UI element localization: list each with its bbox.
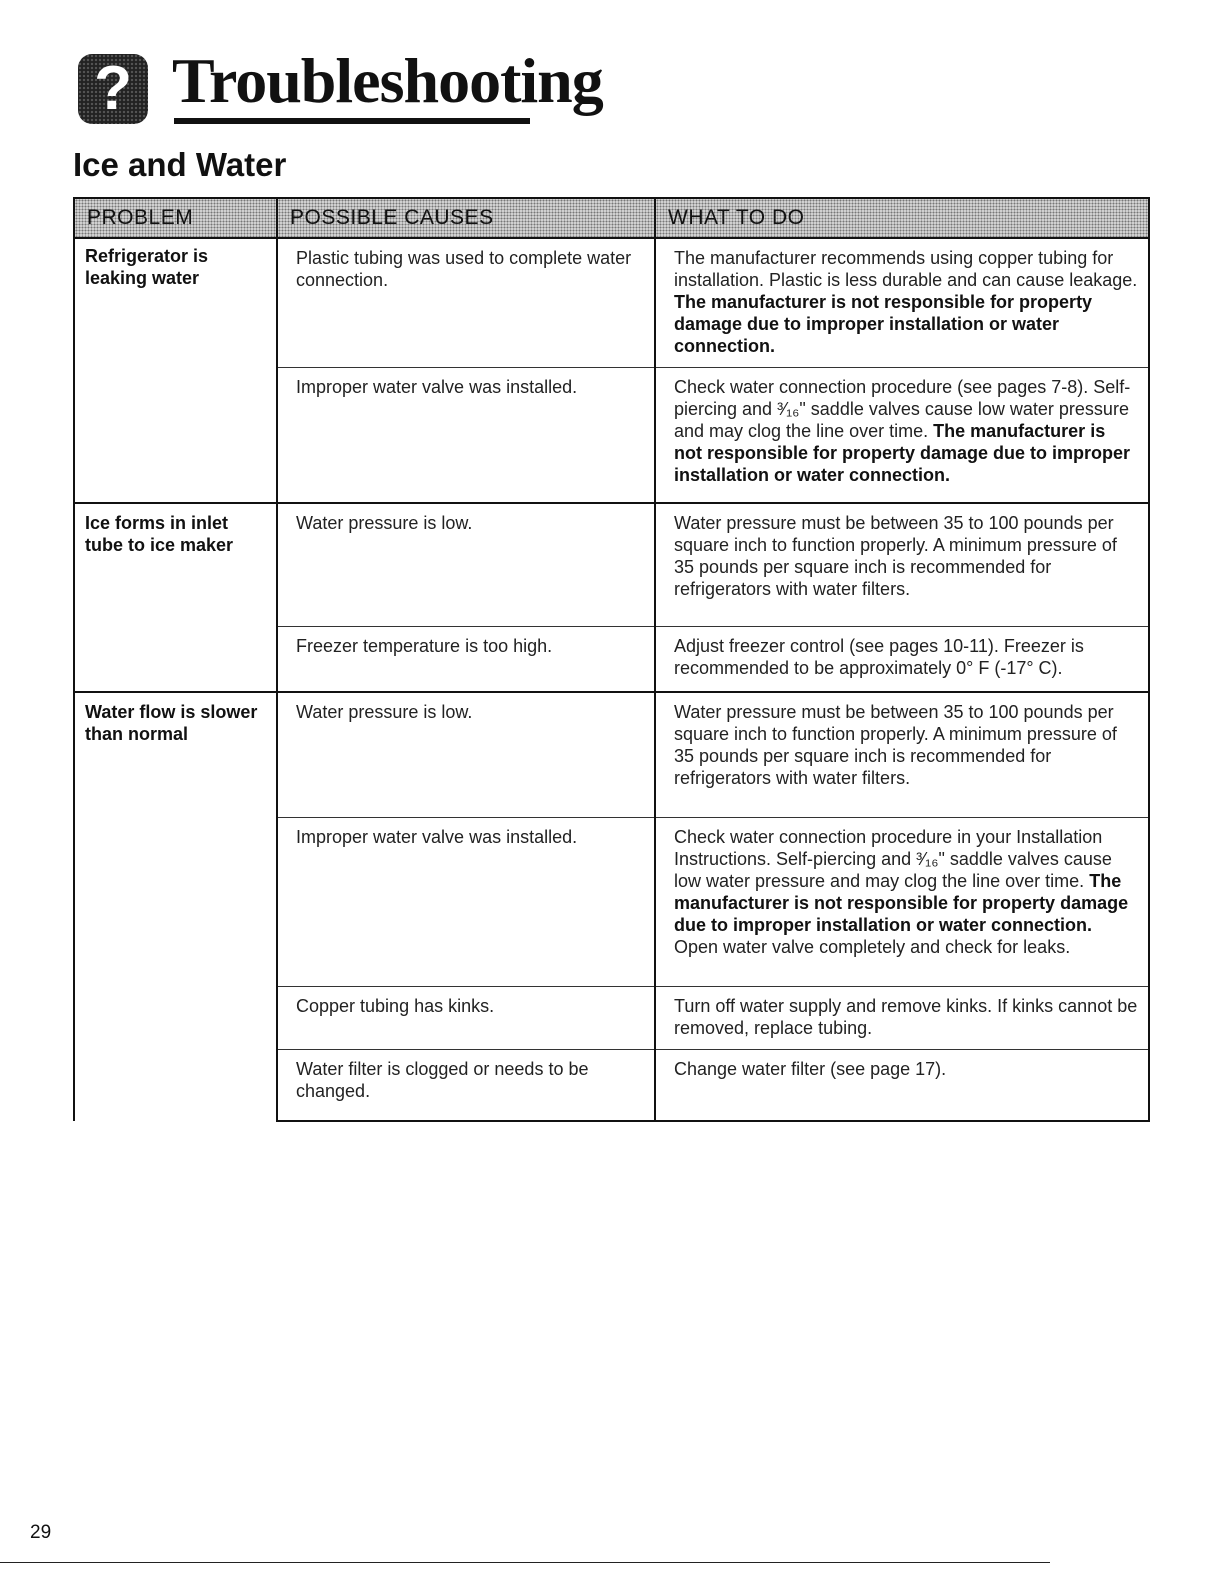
page-number: 29 (30, 1522, 52, 1543)
solution-cell (655, 818, 1149, 987)
section-title: Ice and Water (73, 146, 287, 183)
solution-cell: Change water filter (see page 17). (655, 1050, 1149, 1122)
table-row (74, 238, 1149, 368)
troubleshooting-table (73, 197, 1150, 1122)
cause-cell: Water pressure is low. (277, 503, 655, 627)
question-mark-icon: ? (78, 54, 148, 124)
solution-followup-text: Open water valve completely and check for leaks. (674, 937, 1071, 957)
page-header (78, 30, 603, 130)
header-problem: PROBLEM (74, 198, 277, 238)
page-title: Troubleshooting (172, 45, 603, 116)
problem-cell: Refrigerator is leaking water (74, 238, 277, 503)
cause-cell: Plastic tubing was used to complete water connection. (277, 238, 655, 368)
cause-cell: Copper tubing has kinks. (277, 987, 655, 1050)
solution-cell (655, 368, 1149, 504)
solution-text: The manufacturer recommends using copper tubing for installation. Plastic is less durable and can cause leakage. (674, 248, 1138, 290)
cause-cell: Water filter is clogged or needs to be changed. (277, 1050, 655, 1122)
problem-cell: Ice forms in inlet tube to ice maker (74, 503, 277, 692)
table-row (74, 692, 1149, 818)
cause-cell: Water pressure is low. (277, 692, 655, 818)
cause-cell: Improper water valve was installed. (277, 818, 655, 987)
solution-cell: Turn off water supply and remove kinks. If kinks cannot be removed, replace tubing. (655, 987, 1149, 1050)
disclaimer-text: The manufacturer is not responsible for property damage due to improper installation or water connection. (674, 421, 1131, 485)
table-row (74, 503, 1149, 627)
cause-cell: Freezer temperature is too high. (277, 627, 655, 693)
footer-divider (0, 1562, 1050, 1563)
table-header-row (74, 198, 1149, 238)
disclaimer-text: The manufacturer is not responsible for property damage due to improper installation or water connection. (674, 292, 1093, 356)
solution-cell: Water pressure must be between 35 to 100 pounds per square inch to function properly. A minimum pressure of 35 pounds per square inch is recommended for refrigerators with water filters. (655, 503, 1149, 627)
disclaimer-text: The manufacturer is not responsible for property damage due to improper installation or water connection. (674, 871, 1129, 935)
solution-cell: Water pressure must be between 35 to 100 pounds per square inch to function properly. A minimum pressure of 35 pounds per square inch is recommended for refrigerators with water filters. (655, 692, 1149, 818)
header-what-to-do: WHAT TO DO (655, 198, 1149, 238)
solution-text: Check water connection procedure (see pages 7-8). Self-piercing and ³⁄₁₆" saddle valves cause low water pressure and may clog the line over time. (674, 377, 1131, 441)
cause-cell: Improper water valve was installed. (277, 368, 655, 504)
header-possible-causes: POSSIBLE CAUSES (277, 198, 655, 238)
title-underline (174, 118, 530, 124)
solution-cell (655, 238, 1149, 368)
solution-text: Check water connection procedure in your Installation Instructions. Self-piercing and ³⁄₁₆" saddle valves cause low water pressure and may clog the line over time. (674, 827, 1112, 891)
problem-cell: Water flow is slower than normal (74, 692, 277, 1121)
solution-cell: Adjust freezer control (see pages 10-11). Freezer is recommended to be approximately 0° F (-17° C). (655, 627, 1149, 693)
